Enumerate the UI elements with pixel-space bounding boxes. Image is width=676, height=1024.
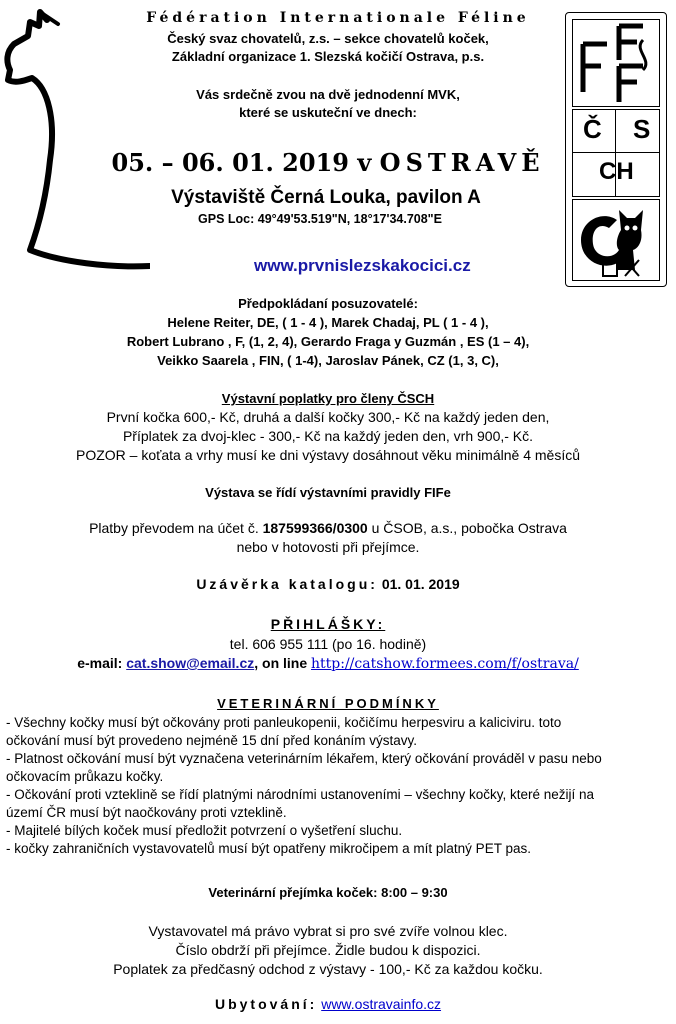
vet-line: území ČR musí být naočkovány proti vzteklině. — [6, 805, 287, 820]
fees-line: První kočka 600,- Kč, druhá a další kočky 300,- Kč na každý jeden den, — [106, 409, 550, 425]
catalog-deadline — [0, 576, 666, 592]
judges-line: Helene Reiter, DE, ( 1 - 4 ), Marek Chadaj, PL ( 1 - 4 ), — [167, 315, 489, 330]
rules-line: Výstava se řídí výstavními pravidly FIFe — [205, 485, 451, 500]
applications-heading: PŘIHLÁŠKY: — [270, 616, 386, 632]
fees-line: POZOR – koťata a vrhy musí ke dni výstavy dosáhnout věku minimálně 4 měsíců — [75, 447, 581, 463]
payment-line-2: nebo v hotovosti při přejímce. — [236, 539, 420, 555]
event-venue: Výstaviště Černá Louka, pavilon A — [171, 187, 481, 208]
payment-account: 187599366/0300 — [262, 520, 368, 536]
csch-letter-s: S — [633, 114, 651, 144]
fife-logo — [572, 19, 660, 107]
fees-line: Příplatek za dvoj-klec - 300,- Kč na každý jeden den, vrh 900,- Kč. — [122, 428, 534, 444]
vet-line: - Všechny kočky musí být očkovány proti panleukopenii, kočičímu herpesviru a kaliciviru. toto — [6, 715, 562, 730]
email-label: e-mail: — [77, 655, 123, 671]
event-website[interactable]: www.prvnislezskakocici.cz — [254, 256, 471, 275]
payment-line — [0, 519, 666, 538]
vet-line: - kočky zahraničních vystavovatelů musí být opatřeny mikročipem a mít platný PET pas. — [6, 841, 531, 856]
fife-csch-logo — [565, 12, 667, 287]
vet-conditions — [6, 714, 670, 858]
footer-line: Poplatek za předčasný odchod z výstavy - 100,- Kč za každou kočku. — [113, 961, 543, 977]
payment-prefix: Platby převodem na účet č. — [89, 520, 259, 536]
federation-title: Fédération Internationale Féline — [146, 10, 530, 26]
online-link[interactable]: http://catshow.formees.com/f/ostrava/ — [311, 656, 579, 672]
footer-line: Číslo obdrží při přejímce. Židle budou k dispozici. — [175, 942, 481, 958]
vet-checkin: Veterinární přejímka koček: 8:00 – 9:30 — [208, 885, 448, 900]
catalog-date: 01. 01. 2019 — [381, 576, 460, 592]
header-line-3: Základní organizace 1. Slezská kočičí Ostrava, p.s. — [171, 49, 485, 64]
lodging-link[interactable]: www.ostravainfo.cz — [321, 996, 442, 1012]
invite-line-2: které se uskuteční ve dnech: — [239, 105, 417, 120]
lodging-label: Ubytování: — [214, 996, 318, 1012]
event-city-prefix: v — [357, 148, 372, 177]
black-cat-icon — [573, 200, 659, 280]
vet-line: očkovacím průkazu kočky. — [6, 769, 164, 784]
csch-logo — [572, 109, 660, 197]
fife-mark — [573, 20, 659, 106]
vet-line: očkování musí být provedeno nejméně 15 dní před konáním výstavy. — [6, 733, 417, 748]
applications-contact — [0, 654, 666, 674]
judges-line: Robert Lubrano , F, (1, 2, 4), Gerardo Fraga y Guzmán , ES (1 – 4), — [126, 334, 530, 349]
lodging-line — [0, 996, 666, 1012]
footer-line: Vystavovatel má právo vybrat si pro své zvíře volnou klec. — [148, 923, 508, 939]
header-line-2: Český svaz chovatelů, z.s. – sekce chovatelů koček, — [167, 31, 489, 46]
csch-letter-c: Č — [583, 114, 602, 144]
email-link[interactable]: cat.show@email.cz — [126, 655, 255, 671]
cat-club-logo — [572, 199, 660, 281]
payment-suffix: u ČSOB, a.s., pobočka Ostrava — [371, 520, 567, 536]
vet-line: - Očkování proti vzteklině se řídí platnými národními ustanoveními – všechny kočky, které nežijí na — [6, 787, 595, 802]
judges-heading: Předpokládaní posuzovatelé: — [238, 296, 418, 311]
invite-line-1: Vás srdečně zvou na dvě jednodenní MVK, — [196, 87, 460, 102]
vet-line: - Majitelé bílých koček musí předložit potvrzení o vyšetření sluchu. — [6, 823, 403, 838]
csch-letter-ch: CH — [599, 158, 634, 185]
fees-heading: Výstavní poplatky pro členy ČSCH — [221, 391, 435, 406]
catalog-label: Uzávěrka katalogu: — [196, 576, 378, 592]
online-label: , on line — [254, 655, 308, 671]
vet-line: - Platnost očkování musí být vyznačena veterinárním lékařem, který očkování prováděl v pasu nebo — [6, 751, 602, 766]
event-city: OSTRAVĚ — [379, 148, 545, 177]
applications-phone: tel. 606 955 111 (po 16. hodině) — [229, 636, 427, 652]
event-gps: GPS Loc: 49°49'53.519"N, 18°17'34.708"E — [198, 212, 442, 226]
vet-heading: VETERINÁRNÍ PODMÍNKY — [217, 696, 439, 711]
event-dates: 05. – 06. 01. 2019 — [111, 148, 349, 177]
judges-line: Veikko Saarela , FIN, ( 1-4), Jaroslav Pánek, CZ (1, 3, C), — [157, 353, 499, 368]
